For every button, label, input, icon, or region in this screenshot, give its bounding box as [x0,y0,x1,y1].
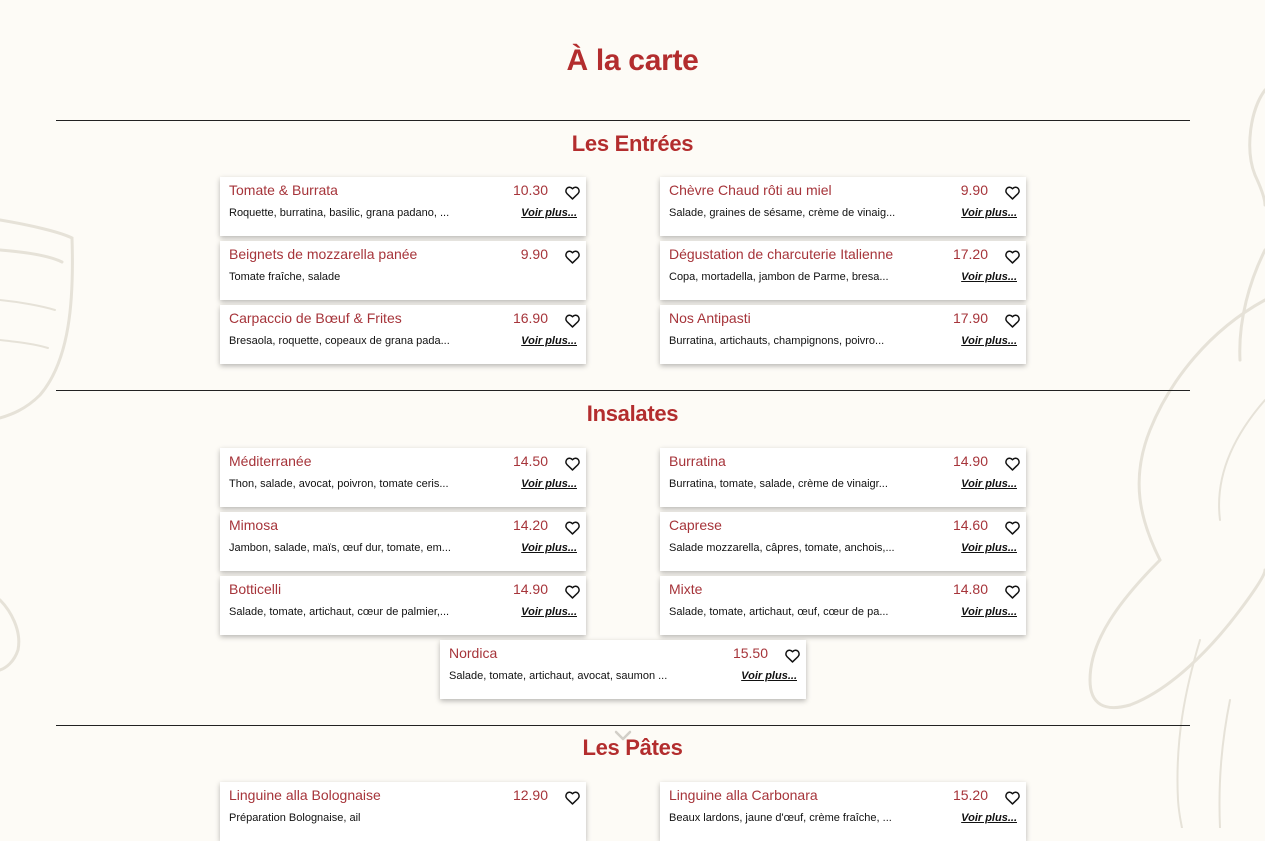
item-description: Préparation Bolognaise, ail [229,812,361,824]
heart-outline-icon[interactable] [1005,313,1020,328]
heart-outline-icon[interactable] [565,313,580,328]
menu-item-card[interactable] [220,448,586,507]
heart-outline-icon[interactable] [1005,790,1020,805]
heart-outline-icon[interactable] [1005,520,1020,535]
menu-item-card[interactable] [660,576,1026,635]
menu-item-card[interactable] [220,241,586,300]
page-title: À la carte [566,44,699,77]
item-price: 10.30 [512,182,548,198]
item-price: 16.90 [512,310,548,326]
item-price: 14.60 [952,517,988,533]
heart-outline-icon[interactable] [565,520,580,535]
item-price: 17.90 [952,310,988,326]
heart-outline-icon[interactable] [1005,249,1020,264]
menu-item-card[interactable] [660,512,1026,571]
item-price: 12.90 [512,787,548,803]
item-description: Jambon, salade, maïs, œuf dur, tomate, em... [229,542,451,554]
see-more-link[interactable]: Voir plus... [521,478,577,490]
item-description: Tomate fraîche, salade [229,271,341,283]
see-more-link[interactable]: Voir plus... [961,812,1017,824]
item-price: 14.90 [512,581,548,597]
item-description: Salade, tomate, artichaut, cœur de palmier,... [229,606,450,618]
see-more-link[interactable]: Voir plus... [521,207,577,219]
item-name: Méditerranée [229,453,312,469]
heart-outline-icon[interactable] [565,185,580,200]
item-price: 9.90 [960,182,988,198]
item-name: Linguine alla Carbonara [669,787,818,803]
menu-item-card[interactable] [440,640,806,699]
item-name: Linguine alla Bolognaise [229,787,381,803]
item-name: Burratina [669,453,726,469]
menu-item-card[interactable] [660,241,1026,300]
item-description: Salade, tomate, artichaut, avocat, saumon ... [449,670,668,682]
item-name: Mimosa [229,517,279,533]
item-description: Roquette, burratina, basilic, grana padano, ... [229,207,450,219]
item-price: 14.20 [512,517,548,533]
heart-outline-icon[interactable] [565,249,580,264]
item-description: Beaux lardons, jaune d'œuf, crème fraîche, ... [669,812,892,824]
see-more-link[interactable]: Voir plus... [961,606,1017,618]
item-price: 17.20 [952,246,988,262]
menu-item-card[interactable] [660,177,1026,236]
item-price: 9.90 [520,246,548,262]
item-name: Nordica [449,645,498,661]
see-more-link[interactable]: Voir plus... [961,478,1017,490]
item-name: Beignets de mozzarella panée [229,246,418,262]
see-more-link[interactable]: Voir plus... [521,606,577,618]
menu-item-card[interactable] [220,782,586,841]
section-title-pates: Les Pâtes [582,735,683,760]
see-more-link[interactable]: Voir plus... [961,335,1017,347]
item-price: 15.20 [952,787,988,803]
item-description: Bresaola, roquette, copeaux de grana pada... [229,335,450,347]
section-title-insalates: Insalates [586,401,679,426]
section-divider [56,390,1190,391]
item-description: Thon, salade, avocat, poivron, tomate ceris... [229,478,449,490]
item-description: Salade, tomate, artichaut, œuf, cœur de pa... [669,606,889,618]
item-description: Salade, graines de sésame, crème de vinaig... [669,207,896,219]
item-name: Nos Antipasti [669,310,751,326]
menu-item-card[interactable] [220,512,586,571]
item-name: Tomate & Burrata [229,182,338,198]
item-price: 14.50 [512,453,548,469]
section-title-entrees: Les Entrées [571,131,694,156]
item-price: 14.90 [952,453,988,469]
menu-item-card[interactable] [660,782,1026,841]
item-name: Mixte [669,581,703,597]
menu-item-card[interactable] [220,177,586,236]
item-description: Copa, mortadella, jambon de Parme, bresa... [669,271,889,283]
section-divider [56,120,1190,121]
see-more-link[interactable]: Voir plus... [961,542,1017,554]
heart-outline-icon[interactable] [565,584,580,599]
heart-outline-icon[interactable] [1005,185,1020,200]
item-description: Burratina, artichauts, champignons, poivro... [669,335,885,347]
see-more-link[interactable]: Voir plus... [741,670,797,682]
heart-outline-icon[interactable] [1005,584,1020,599]
item-description: Salade mozzarella, câpres, tomate, anchois,... [669,542,895,554]
heart-outline-icon[interactable] [1005,456,1020,471]
heart-outline-icon[interactable] [565,790,580,805]
menu-item-card[interactable] [220,576,586,635]
menu-item-card[interactable] [660,305,1026,364]
item-name: Chèvre Chaud rôti au miel [669,182,832,198]
see-more-link[interactable]: Voir plus... [961,207,1017,219]
item-name: Botticelli [229,581,282,597]
see-more-link[interactable]: Voir plus... [521,335,577,347]
item-name: Caprese [669,517,722,533]
item-price: 14.80 [952,581,988,597]
heart-outline-icon[interactable] [785,648,800,663]
section-divider [56,725,1190,726]
item-name: Dégustation de charcuterie Italienne [669,246,894,262]
menu-item-card[interactable] [220,305,586,364]
see-more-link[interactable]: Voir plus... [961,271,1017,283]
item-description: Burratina, tomate, salade, crème de vinaigr... [669,478,888,490]
menu-item-card[interactable] [660,448,1026,507]
item-price: 15.50 [732,645,768,661]
heart-outline-icon[interactable] [565,456,580,471]
item-name: Carpaccio de Bœuf & Frites [229,310,402,326]
see-more-link[interactable]: Voir plus... [521,542,577,554]
